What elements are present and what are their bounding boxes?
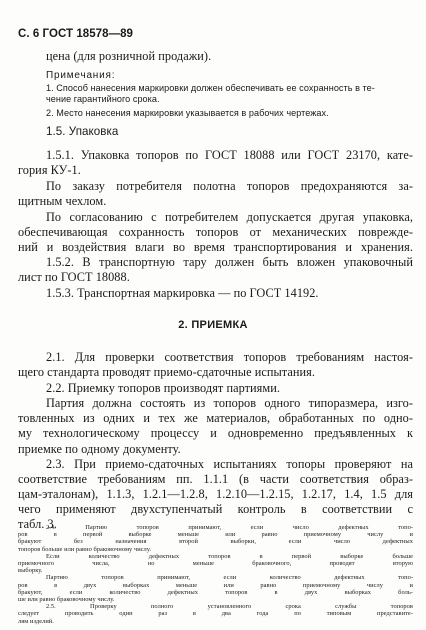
text-line: обеспечивающая сохранность топоров от механических поврежде- xyxy=(18,225,413,239)
text-line: гория КУ-1. xyxy=(18,163,81,177)
note-line: чение гарантийного срока. xyxy=(46,94,160,104)
text-line: По согласованию с потребителем допускается другая упаковка, xyxy=(46,210,413,224)
section-heading: 1.5. Упаковка xyxy=(46,125,119,138)
text-line: 2.1. Для проверки соответствия топоров требованиям настоя- xyxy=(46,350,413,364)
text-line: щего стандарта проводят приемо-сдаточные испытания. xyxy=(18,365,315,379)
text-line: 1.5.1. Упаковка топоров по ГОСТ 18088 или ГОСТ 23170, кате- xyxy=(46,148,413,162)
text-line: Партию топоров принимают, если количество дефектных топо- xyxy=(46,574,413,582)
text-line: бракуют, если количество дефектных топоров в двух выборках боль- xyxy=(18,588,413,596)
text-line: ний и воздействия влаги во время транспортирования и хранения. xyxy=(18,240,413,254)
text-line: лям изделий. xyxy=(18,617,54,625)
note-line: 2. Место нанесения маркировки указывается в рабочих чертежах. xyxy=(46,108,329,118)
text-line: 2.5. Проверку полного установленного срока службы топоров xyxy=(46,603,413,611)
text-line: выборку. xyxy=(18,567,43,575)
text-line: лист по ГОСТ 18088. xyxy=(18,270,130,284)
text-line: ров в первой выборке меньше или равно приемочному числу и xyxy=(18,531,413,539)
text-line: цена (для розничной продажи). xyxy=(46,49,212,63)
page-header: С. 6 ГОСТ 18578—89 xyxy=(18,28,134,40)
text-line: приемке по одному документу. xyxy=(18,442,181,456)
text-line: топоров больше или равно браковочному числу. xyxy=(18,545,152,553)
text-line: чего применяют двухступенчатый контроль в соответствии с xyxy=(18,502,413,516)
text-line: 2.3. При приемо-сдаточных испытаниях топоры проверяют на xyxy=(46,457,413,471)
notes-heading: Примечания: xyxy=(46,70,116,81)
chapter-heading: 2. ПРИЕМКА xyxy=(178,319,248,331)
text-line: приемочного числа, но меньше браковочного, проводят вторую xyxy=(18,560,413,567)
text-line: следует проводить один раз в два года по типовым представите- xyxy=(18,610,413,618)
text-line: цам-эталонам), 1.1.3, 1.2.1—1.2.8, 1.2.10—1.2.15, 1.2.17, 1.4, 1.5 для xyxy=(18,487,413,501)
text-line: ров в двух выборках меньше или равно приемочному числу и xyxy=(18,581,413,589)
text-line: ше или равно браковочному числу. xyxy=(18,596,115,603)
text-line: товленных из одних и тех же материалов, обработанных по одно- xyxy=(18,411,413,425)
text-line: му технологическому процессу и одновременно предъявленных к xyxy=(18,426,413,440)
text-line: табл. 3. xyxy=(18,517,57,531)
text-line: Если количество дефектных топоров в первой выборке больше xyxy=(46,552,413,560)
text-line: 1.5.2. В транспортную тару должен быть вложен упаковочный xyxy=(46,255,413,269)
text-line: соответствие требованиям пп. 1.1.1 (в части соответствия образ- xyxy=(18,472,413,486)
text-line: 1.5.3. Транспортная маркировка — по ГОСТ 14192. xyxy=(46,286,319,300)
text-line: 2.2. Приемку топоров производят партиями. xyxy=(46,381,280,395)
text-line: Партия должна состоять из топоров одного типоразмера, изго- xyxy=(46,396,413,410)
text-line: По заказу потребителя полотна топоров предохраняются за- xyxy=(46,179,413,193)
note-line: 1. Способ нанесения маркировки должен обеспечивать ее сохранность в те- xyxy=(46,83,375,93)
text-line: щитным чехлом. xyxy=(18,194,107,208)
text-line: бракуют без назначения второй выборки, если число дефектных xyxy=(18,538,413,546)
text-line: 2.4. Партию топоров принимают, если число дефектных топо- xyxy=(46,524,413,531)
